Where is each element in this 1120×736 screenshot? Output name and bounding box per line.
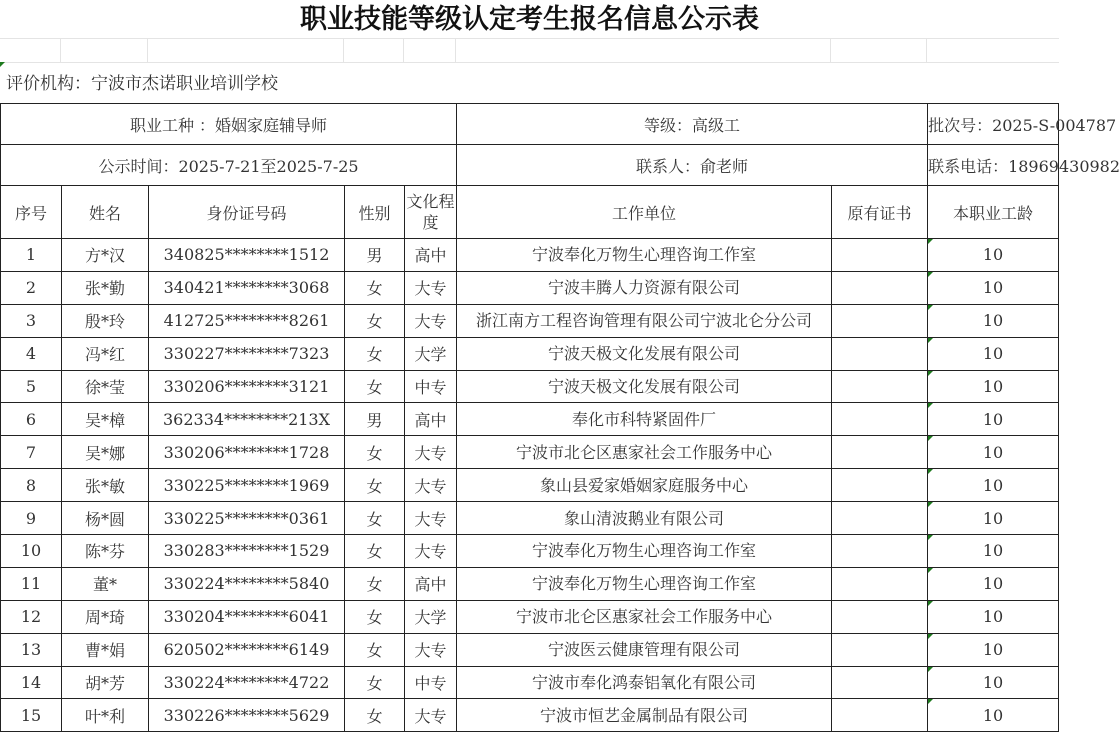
table-header-row	[1, 186, 1059, 239]
evaluation-org: 评价机构：宁波市杰诺职业培训学校	[6, 74, 278, 94]
name-cell: 曹*娟	[62, 633, 149, 666]
education-cell: 大专	[405, 633, 457, 666]
table-row	[1, 699, 1059, 732]
id-number-cell: 330224********4722	[149, 666, 345, 699]
seq-cell: 4	[1, 337, 62, 370]
years-cell: 10	[928, 699, 1059, 732]
id-number-cell: 330283********1529	[149, 535, 345, 568]
employer-text: 宁波奉化万物生心理咨询工作室	[532, 541, 757, 561]
employer-text: 宁波丰腾人力资源有限公司	[548, 278, 741, 298]
name-cell: 叶*利	[62, 699, 149, 732]
table-row	[1, 337, 1059, 370]
seq-cell: 13	[1, 633, 62, 666]
certificate-cell	[832, 699, 928, 732]
occupation-cell: 职业工种 ：婚姻家庭辅导师	[1, 104, 457, 145]
employer-text: 宁波市北仑区惠家社会工作服务中心	[516, 607, 773, 627]
id-number-cell: 330225********1969	[149, 469, 345, 502]
education-cell: 大专	[405, 535, 457, 568]
table-row	[1, 239, 1059, 272]
id-number-cell: 620502********6149	[149, 633, 345, 666]
gender-cell: 女	[345, 469, 405, 502]
employer-text: 宁波天极文化发展有限公司	[548, 377, 741, 396]
table-row	[1, 370, 1059, 403]
table-row	[1, 436, 1059, 469]
cell-comment-marker	[928, 601, 933, 606]
header-gender: 性别	[345, 186, 405, 239]
table-row	[1, 633, 1059, 666]
employer-cell	[457, 304, 832, 337]
years-cell: 10	[928, 633, 1059, 666]
table-row	[1, 535, 1059, 568]
education-cell: 大学	[405, 600, 457, 633]
years-cell: 10	[928, 502, 1059, 535]
batch-cell: 批次号：2025-S-004787	[928, 104, 1059, 145]
employer-text: 宁波市恒艺金属制品有限公司	[540, 705, 749, 725]
years-cell: 10	[928, 403, 1059, 436]
years-cell: 10	[928, 436, 1059, 469]
id-number-cell: 412725********8261	[149, 304, 345, 337]
cell-comment-marker	[928, 502, 933, 507]
cell-comment-marker	[928, 371, 933, 376]
cell-comment-marker	[928, 272, 933, 277]
years-cell: 10	[928, 567, 1059, 600]
years-cell: 10	[928, 666, 1059, 699]
employer-text: 宁波奉化万物生心理咨询工作室	[532, 574, 757, 594]
table-row	[1, 600, 1059, 633]
seq-cell: 14	[1, 666, 62, 699]
gender-cell: 男	[345, 403, 405, 436]
employer-text: 奉化市科特紧固件厂	[572, 409, 717, 429]
name-cell: 殷*玲	[62, 304, 149, 337]
name-cell: 吴*樟	[62, 403, 149, 436]
gender-cell: 男	[345, 239, 405, 272]
header-education: 文化程度	[405, 186, 457, 239]
table-row	[1, 271, 1059, 304]
gender-cell: 女	[345, 370, 405, 403]
education-cell: 大专	[405, 502, 457, 535]
cell-comment-marker	[928, 535, 933, 540]
employer-cell	[457, 699, 832, 732]
cell-comment-marker	[928, 403, 933, 408]
employer-cell	[457, 271, 832, 304]
years-cell: 10	[928, 239, 1059, 272]
header-employer: 工作单位	[457, 186, 832, 239]
cell-comment-marker	[928, 469, 933, 474]
certificate-cell	[832, 271, 928, 304]
employer-text: 宁波奉化万物生心理咨询工作室	[532, 245, 757, 265]
seq-cell: 7	[1, 436, 62, 469]
page-title: 职业技能等级认定考生报名信息公示表	[300, 4, 759, 35]
gender-cell: 女	[345, 666, 405, 699]
gender-cell: 女	[345, 535, 405, 568]
education-cell: 大专	[405, 469, 457, 502]
gender-cell: 女	[345, 567, 405, 600]
employer-text: 宁波天极文化发展有限公司	[548, 344, 741, 364]
seq-cell: 5	[1, 370, 62, 403]
seq-cell: 11	[1, 567, 62, 600]
employer-cell	[457, 403, 832, 436]
education-cell: 中专	[405, 370, 457, 403]
name-cell: 陈*芬	[62, 535, 149, 568]
cell-comment-marker	[928, 634, 933, 639]
education-cell: 高中	[405, 567, 457, 600]
gender-cell: 女	[345, 436, 405, 469]
employer-cell	[457, 370, 832, 403]
seq-cell: 3	[1, 304, 62, 337]
id-number-cell: 330206********3121	[149, 370, 345, 403]
name-cell: 张*敏	[62, 469, 149, 502]
gender-cell: 女	[345, 600, 405, 633]
header-seq: 序号	[1, 186, 62, 239]
education-cell: 大专	[405, 304, 457, 337]
applicant-table	[0, 103, 1120, 732]
employer-cell	[457, 469, 832, 502]
certificate-cell	[832, 403, 928, 436]
id-number-cell: 330226********5629	[149, 699, 345, 732]
years-cell: 10	[928, 271, 1059, 304]
header-years: 本职业工龄	[928, 186, 1059, 239]
level-cell: 等级：高级工	[457, 104, 928, 145]
employer-cell	[457, 337, 832, 370]
name-cell: 周*琦	[62, 600, 149, 633]
id-number-cell: 362334********213X	[149, 403, 345, 436]
name-cell: 徐*莹	[62, 370, 149, 403]
education-cell: 大专	[405, 699, 457, 732]
education-cell: 高中	[405, 403, 457, 436]
education-cell: 大学	[405, 337, 457, 370]
education-cell: 高中	[405, 239, 457, 272]
gender-cell: 女	[345, 304, 405, 337]
certificate-cell	[832, 337, 928, 370]
phone-cell: 联系电话：18969430982	[928, 145, 1059, 186]
years-cell: 10	[928, 600, 1059, 633]
cell-comment-marker	[928, 305, 933, 310]
employer-cell	[457, 535, 832, 568]
empty-grid-row	[0, 38, 1059, 63]
gender-cell: 女	[345, 699, 405, 732]
education-cell: 大专	[405, 271, 457, 304]
employer-cell	[457, 436, 832, 469]
header-certificate: 原有证书	[832, 186, 928, 239]
table-row	[1, 469, 1059, 502]
certificate-cell	[832, 370, 928, 403]
years-cell: 10	[928, 337, 1059, 370]
certificate-cell	[832, 304, 928, 337]
table-row	[1, 567, 1059, 600]
header-name: 姓名	[62, 186, 149, 239]
gender-cell: 女	[345, 502, 405, 535]
name-cell: 杨*圆	[62, 502, 149, 535]
certificate-cell	[832, 502, 928, 535]
employer-cell	[457, 502, 832, 535]
seq-cell: 2	[1, 271, 62, 304]
certificate-cell	[832, 567, 928, 600]
header-id: 身份证号码	[149, 186, 345, 239]
cell-comment-marker	[928, 568, 933, 573]
cell-comment-marker	[928, 699, 933, 704]
name-cell: 冯*红	[62, 337, 149, 370]
employer-text: 宁波市奉化鸿泰铝氧化有限公司	[532, 673, 757, 693]
seq-cell: 15	[1, 699, 62, 732]
employer-cell	[457, 633, 832, 666]
cell-comment-marker	[928, 667, 933, 672]
employer-text: 宁波市北仑区惠家社会工作服务中心	[516, 442, 773, 462]
certificate-cell	[832, 469, 928, 502]
period-cell: 公示时间：2025-7-21至2025-7-25	[1, 145, 457, 186]
name-cell: 吴*娜	[62, 436, 149, 469]
id-number-cell: 330204********6041	[149, 600, 345, 633]
seq-cell: 12	[1, 600, 62, 633]
years-cell: 10	[928, 469, 1059, 502]
name-cell: 方*汉	[62, 239, 149, 272]
id-number-cell: 340825********1512	[149, 239, 345, 272]
table-row	[1, 666, 1059, 699]
certificate-cell	[832, 666, 928, 699]
certificate-cell	[832, 436, 928, 469]
employer-text: 象山清波鹅业有限公司	[564, 508, 725, 528]
employer-cell	[457, 239, 832, 272]
education-cell: 大专	[405, 436, 457, 469]
certificate-cell	[832, 239, 928, 272]
table-row	[1, 304, 1059, 337]
seq-cell: 1	[1, 239, 62, 272]
id-number-cell: 330206********1728	[149, 436, 345, 469]
employer-text: 宁波医云健康管理有限公司	[548, 640, 741, 660]
cell-comment-marker	[928, 338, 933, 343]
employer-cell	[457, 666, 832, 699]
table-row	[1, 403, 1059, 436]
cell-comment-marker	[928, 436, 933, 441]
years-cell: 10	[928, 370, 1059, 403]
id-number-cell: 330225********0361	[149, 502, 345, 535]
seq-cell: 9	[1, 502, 62, 535]
seq-cell: 6	[1, 403, 62, 436]
table-row	[1, 502, 1059, 535]
employer-text: 象山县爱家婚姻家庭服务中心	[540, 475, 749, 495]
employer-text: 浙江南方工程咨询管理有限公司宁波北仑分公司	[476, 311, 813, 331]
seq-cell: 8	[1, 469, 62, 502]
education-cell: 中专	[405, 666, 457, 699]
id-number-cell: 330224********5840	[149, 567, 345, 600]
certificate-cell	[832, 535, 928, 568]
gender-cell: 女	[345, 337, 405, 370]
name-cell: 胡*芳	[62, 666, 149, 699]
id-number-cell: 340421********3068	[149, 271, 345, 304]
gender-cell: 女	[345, 633, 405, 666]
employer-cell	[457, 600, 832, 633]
years-cell: 10	[928, 304, 1059, 337]
years-cell: 10	[928, 535, 1059, 568]
certificate-cell	[832, 633, 928, 666]
employer-cell	[457, 567, 832, 600]
seq-cell: 10	[1, 535, 62, 568]
id-number-cell: 330227********7323	[149, 337, 345, 370]
cell-comment-marker	[928, 239, 933, 244]
name-cell: 董*	[62, 567, 149, 600]
certificate-cell	[832, 600, 928, 633]
name-cell: 张*勤	[62, 271, 149, 304]
contact-cell: 联系人：俞老师	[457, 145, 928, 186]
gender-cell: 女	[345, 271, 405, 304]
